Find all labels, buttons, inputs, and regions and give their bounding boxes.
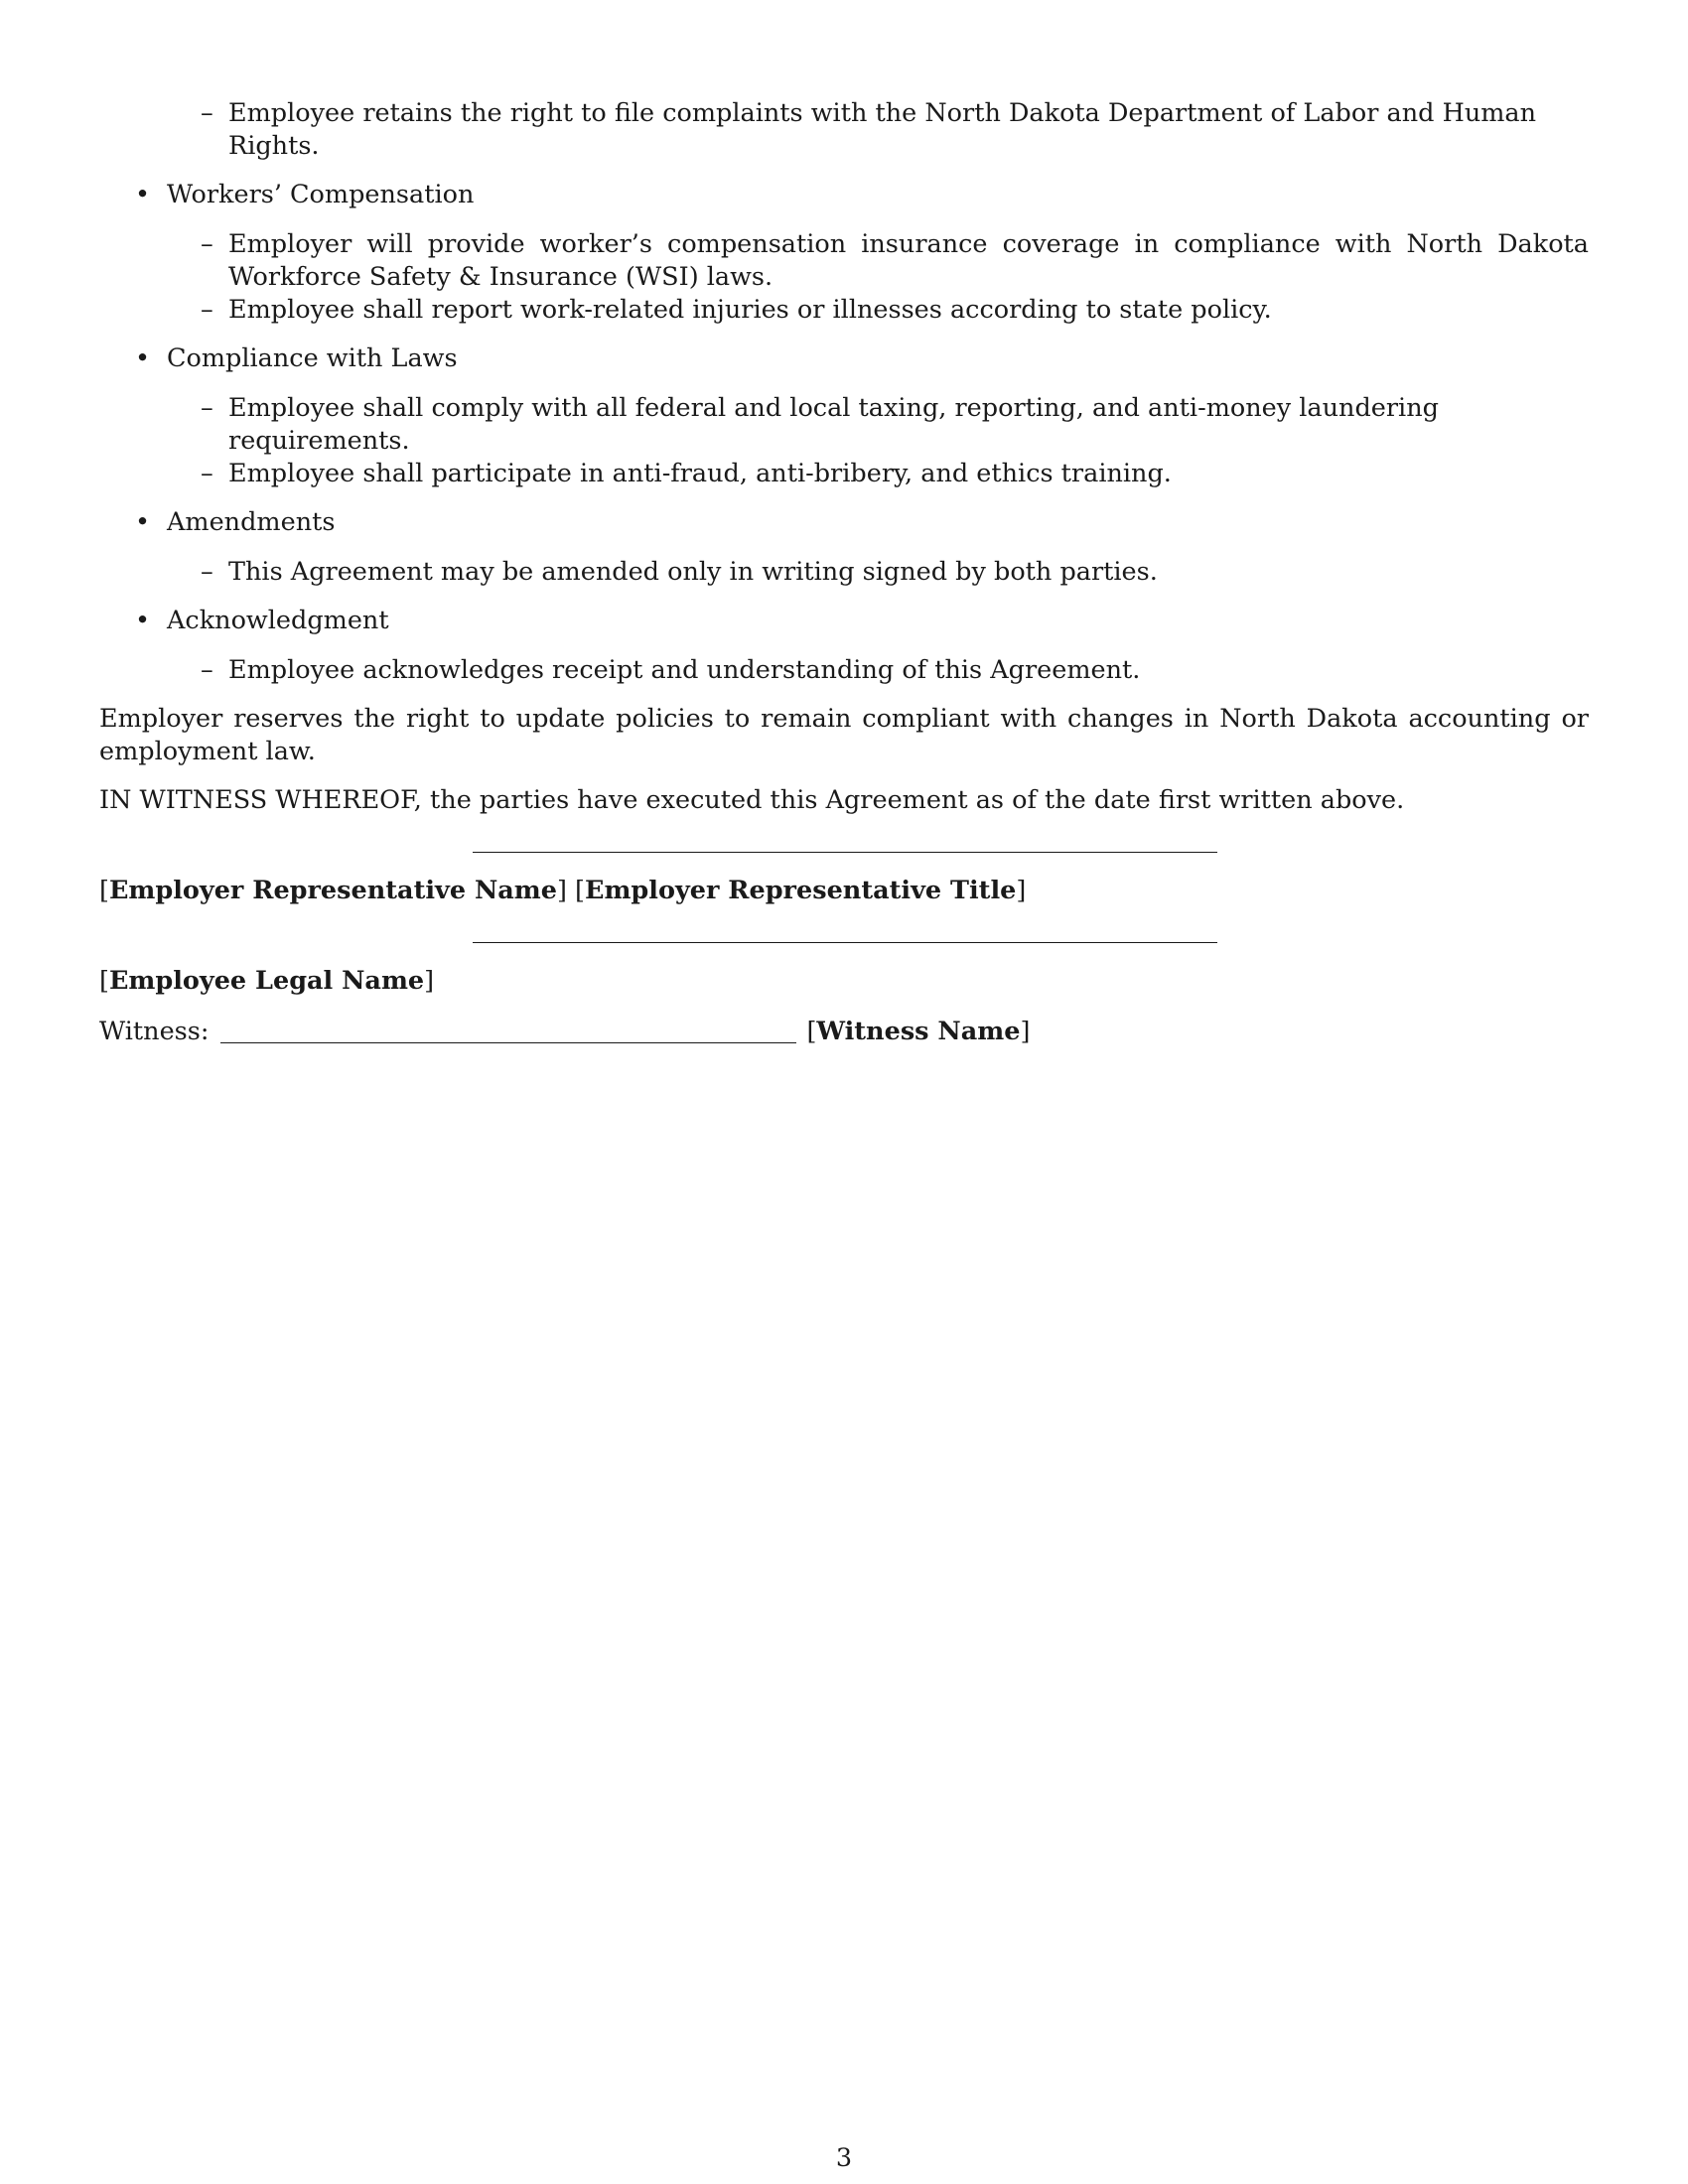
list-item-text: Employee shall comply with all federal and local taxing, reporting, and anti-money laundering requirements. — [228, 393, 1439, 456]
section-heading — [99, 506, 1589, 539]
section-heading-text: Workers’ Compensation — [167, 180, 475, 209]
dash-marker: – — [201, 557, 213, 587]
page-number: 3 — [835, 2143, 853, 2173]
list-item — [201, 458, 1589, 490]
section-sub-list — [201, 556, 1589, 589]
section-heading-text: Acknowledgment — [167, 606, 389, 635]
employer-signature-caption: [Employer Representative Name] [Employer Representative Title] — [99, 876, 1027, 905]
bullet-marker: • — [135, 343, 151, 373]
list-item — [201, 294, 1589, 327]
dash-marker: – — [201, 295, 213, 325]
list-item-text: Employee shall report work-related injuries or illnesses according to state policy. — [228, 295, 1272, 325]
employer-signature-block — [99, 852, 1589, 907]
list-item — [201, 556, 1589, 589]
section-heading — [99, 342, 1589, 375]
list-item — [201, 228, 1589, 294]
employer-representative-name: Employer Representative Name — [108, 876, 557, 905]
list-item — [201, 654, 1589, 687]
section-sub-list — [201, 654, 1589, 687]
section-list — [99, 179, 1589, 687]
carryover-list — [201, 97, 1589, 163]
bullet-marker: • — [135, 180, 151, 209]
update-policies-paragraph: Employer reserves the right to update policies to remain compliant with changes in North Dakota accounting or employment law. — [99, 704, 1589, 766]
list-item-text: Employee acknowledges receipt and understanding of this Agreement. — [228, 655, 1141, 685]
list-item — [201, 97, 1589, 163]
dash-marker: – — [201, 655, 213, 685]
section-amendments — [99, 506, 1589, 589]
section-heading-text: Amendments — [167, 507, 336, 537]
section-heading — [99, 179, 1589, 211]
dash-marker: – — [201, 98, 213, 128]
section-heading — [99, 605, 1589, 637]
dash-marker: – — [201, 229, 213, 259]
section-compliance-with-laws — [99, 342, 1589, 490]
list-item-text: Employer will provide worker’s compensation insurance coverage in compliance with North Dakota Workforce Safety & Insurance (WSI) laws. — [228, 229, 1589, 292]
dash-marker: – — [201, 393, 213, 423]
employee-signature-caption: [Employee Legal Name] — [99, 966, 435, 996]
section-sub-list — [201, 392, 1589, 490]
employer-signature-line[interactable] — [473, 852, 1217, 853]
witness-caption: [Witness Name] — [806, 1017, 1031, 1046]
list-item — [201, 392, 1589, 458]
witness-signature-line[interactable] — [220, 1019, 796, 1043]
dash-marker: – — [201, 459, 213, 488]
section-heading-text: Compliance with Laws — [167, 343, 458, 373]
section-sub-list — [201, 228, 1589, 327]
list-item-text: Employee shall participate in anti-fraud, anti-bribery, and ethics training. — [228, 459, 1172, 488]
employee-signature-block — [99, 942, 1589, 998]
section-acknowledgment — [99, 605, 1589, 687]
employer-representative-title: Employer Representative Title — [585, 876, 1017, 905]
employee-signature-line[interactable] — [473, 942, 1217, 943]
bullet-marker: • — [135, 606, 151, 635]
section-workers-compensation — [99, 179, 1589, 327]
witness-label: Witness: — [99, 1017, 210, 1046]
witness-whereof-paragraph: IN WITNESS WHEREOF, the parties have executed this Agreement as of the date first written above. — [99, 785, 1405, 815]
list-item-text: This Agreement may be amended only in writing signed by both parties. — [228, 557, 1158, 587]
witness-name: Witness Name — [816, 1017, 1021, 1046]
witness-row — [99, 1015, 1589, 1048]
bullet-marker: • — [135, 507, 151, 537]
employee-legal-name: Employee Legal Name — [108, 966, 425, 996]
list-item-text: Employee retains the right to file complaints with the North Dakota Department of Labor and Human Rights. — [228, 98, 1537, 161]
page-content — [99, 97, 1589, 1048]
